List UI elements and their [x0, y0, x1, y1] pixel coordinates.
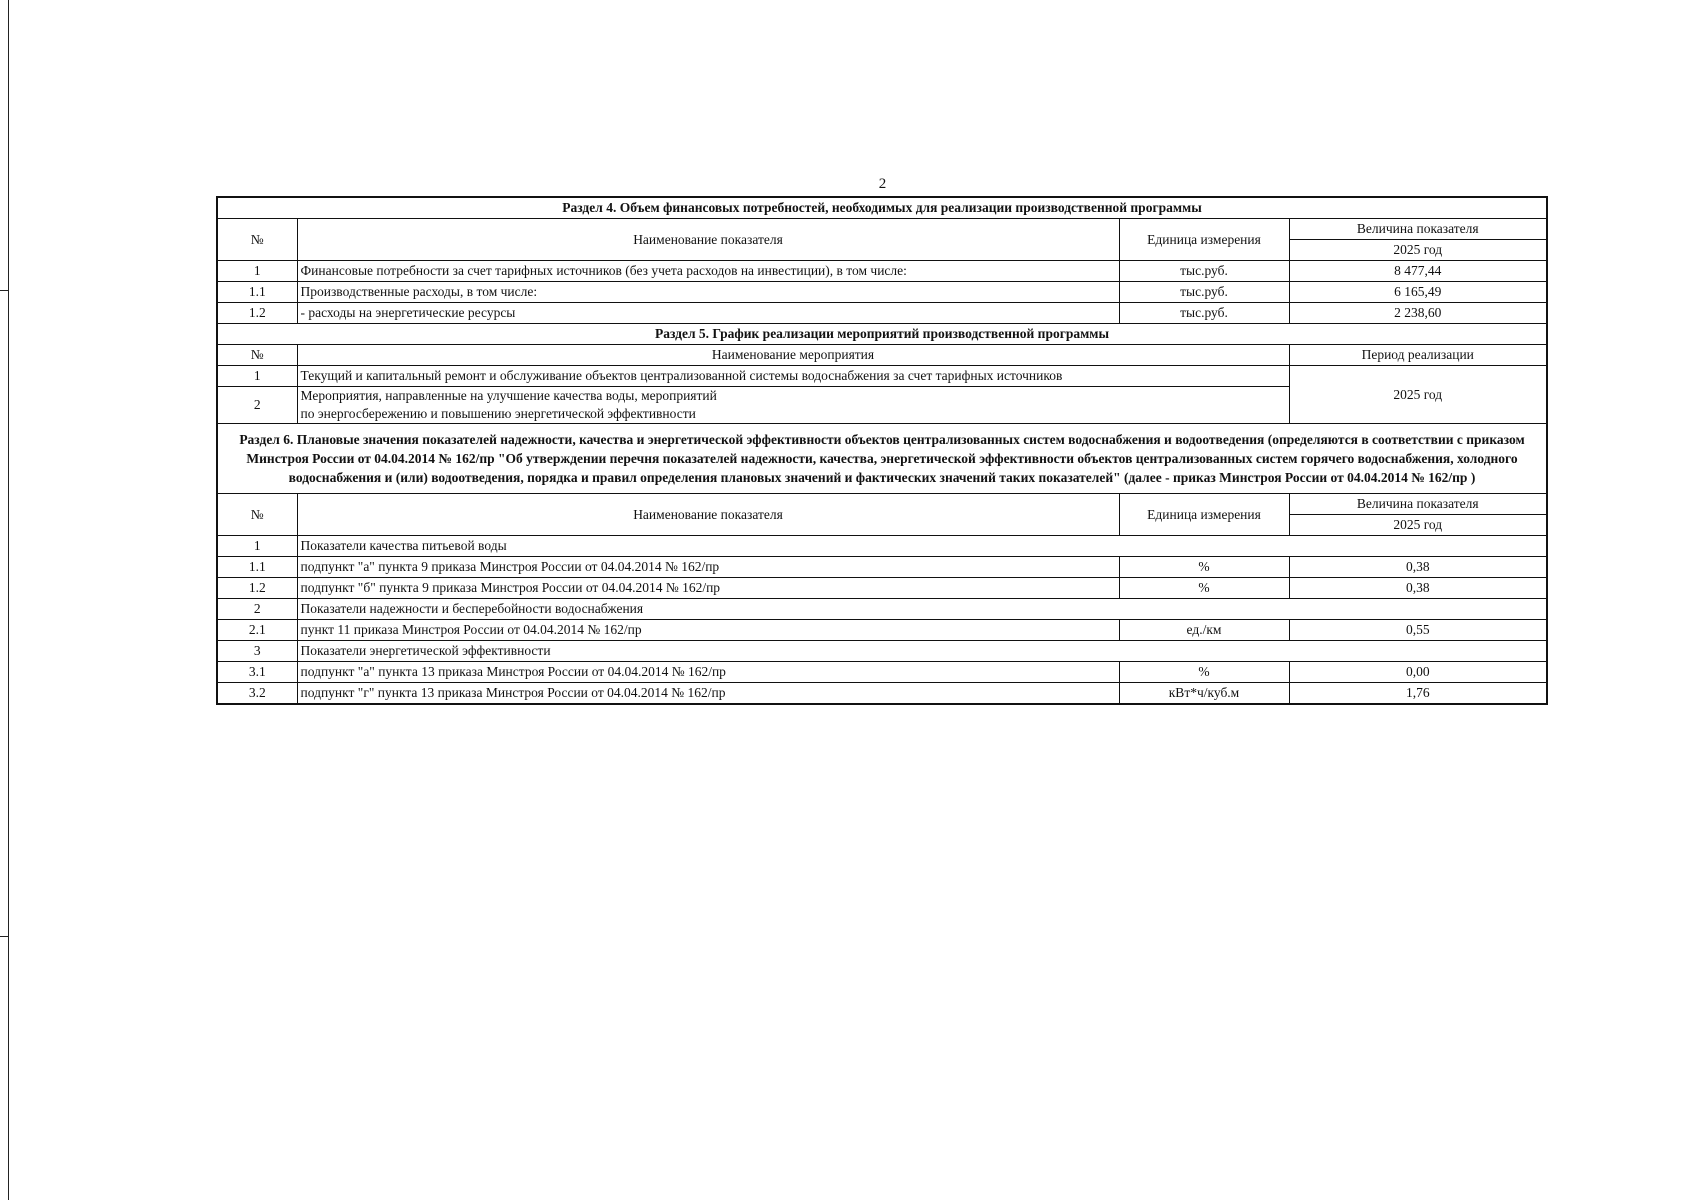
- header-unit: Единица измерения: [1119, 494, 1289, 536]
- row-unit: ед./км: [1119, 620, 1289, 641]
- row-name: подпункт "б" пункта 9 приказа Минстроя России от 04.04.2014 № 162/пр: [297, 578, 1119, 599]
- group-row: [217, 536, 1547, 557]
- row-period: 2025 год: [1289, 366, 1547, 424]
- row-name: подпункт "г" пункта 13 приказа Минстроя России от 04.04.2014 № 162/пр: [297, 683, 1119, 705]
- header-no: №: [217, 345, 297, 366]
- page-number: 2: [878, 176, 887, 192]
- table-row: [217, 366, 1547, 387]
- row-no: 3: [217, 641, 297, 662]
- row-name: - расходы на энергетические ресурсы: [297, 303, 1119, 324]
- header-period: Период реализации: [1289, 345, 1547, 366]
- row-no: 1.2: [217, 303, 297, 324]
- row-no: 3.1: [217, 662, 297, 683]
- section4-title-row: [217, 197, 1547, 219]
- row-value: 0,38: [1289, 578, 1547, 599]
- row-name: Текущий и капитальный ремонт и обслуживание объектов централизованной системы водоснабжения за счет тарифных источников: [297, 366, 1289, 387]
- row-no: 1: [217, 536, 297, 557]
- header-no: №: [217, 494, 297, 536]
- row-no: 2.1: [217, 620, 297, 641]
- row-unit: %: [1119, 662, 1289, 683]
- row-no: 1.2: [217, 578, 297, 599]
- row-value: 1,76: [1289, 683, 1547, 705]
- section6-title: Раздел 6. Плановые значения показателей надежности, качества и энергетической эффективности объектов централизованных систем водоснабжения и водоотведения (определяются в соответствии с приказом Минстроя России от 04.04.2014 № 162/пр "Об утверждении перечня показателей надежности, качества, энергетической эффективности объектов централизованных систем горячего водоснабжения, холодного водоснабжения и (или) водоотведения, порядка и правил определения плановых значений и фактических значений таких показателей" (далее - приказ Минстроя России от 04.04.2014 № 162/пр ): [217, 424, 1547, 494]
- row-name: Финансовые потребности за счет тарифных источников (без учета расходов на инвестиции), в том числе:: [297, 261, 1119, 282]
- row-name: Показатели энергетической эффективности: [297, 641, 1547, 662]
- header-year: 2025 год: [1289, 515, 1547, 536]
- header-value: Величина показателя: [1289, 219, 1547, 240]
- table-row: [217, 261, 1547, 282]
- document-table: [216, 196, 1548, 705]
- row-value: 8 477,44: [1289, 261, 1547, 282]
- header-no: №: [217, 219, 297, 261]
- row-name-line-1: Мероприятия, направленные на улучшение качества воды, мероприятий: [300, 388, 717, 403]
- table-row: [217, 620, 1547, 641]
- group-row: [217, 641, 1547, 662]
- table-row: [217, 557, 1547, 578]
- row-name: [297, 387, 1289, 424]
- row-value: 0,38: [1289, 557, 1547, 578]
- row-no: 1.1: [217, 282, 297, 303]
- section6-title-row: [217, 424, 1547, 494]
- row-name: Показатели надежности и бесперебойности водоснабжения: [297, 599, 1547, 620]
- table-row: [217, 683, 1547, 705]
- section6-header-row: [217, 494, 1547, 515]
- section4-title: Раздел 4. Объем финансовых потребностей, необходимых для реализации производственной программы: [217, 197, 1547, 219]
- row-unit: тыс.руб.: [1119, 303, 1289, 324]
- row-value: 6 165,49: [1289, 282, 1547, 303]
- header-name: Наименование мероприятия: [297, 345, 1289, 366]
- row-name: подпункт "а" пункта 9 приказа Минстроя России от 04.04.2014 № 162/пр: [297, 557, 1119, 578]
- header-year: 2025 год: [1289, 240, 1547, 261]
- row-name: подпункт "а" пункта 13 приказа Минстроя России от 04.04.2014 № 162/пр: [297, 662, 1119, 683]
- header-unit: Единица измерения: [1119, 219, 1289, 261]
- header-name: Наименование показателя: [297, 494, 1119, 536]
- row-no: 2: [217, 599, 297, 620]
- row-unit: %: [1119, 557, 1289, 578]
- row-value: 2 238,60: [1289, 303, 1547, 324]
- row-value: 0,55: [1289, 620, 1547, 641]
- row-unit: %: [1119, 578, 1289, 599]
- row-no: 1.1: [217, 557, 297, 578]
- table-row: [217, 578, 1547, 599]
- section4-header-row: [217, 219, 1547, 240]
- row-value: 0,00: [1289, 662, 1547, 683]
- row-no: 2: [217, 387, 297, 424]
- row-no: 1: [217, 261, 297, 282]
- table-row: [217, 662, 1547, 683]
- group-row: [217, 599, 1547, 620]
- section5-title-row: [217, 324, 1547, 345]
- row-name: Производственные расходы, в том числе:: [297, 282, 1119, 303]
- section5-header-row: [217, 345, 1547, 366]
- row-no: 3.2: [217, 683, 297, 705]
- page-edge-tick: [0, 936, 9, 937]
- section5-title: Раздел 5. График реализации мероприятий производственной программы: [217, 324, 1547, 345]
- page-edge-tick: [0, 290, 9, 291]
- header-value: Величина показателя: [1289, 494, 1547, 515]
- row-name: пункт 11 приказа Минстроя России от 04.04.2014 № 162/пр: [297, 620, 1119, 641]
- row-unit: кВт*ч/куб.м: [1119, 683, 1289, 705]
- row-unit: тыс.руб.: [1119, 282, 1289, 303]
- row-no: 1: [217, 366, 297, 387]
- row-name: Показатели качества питьевой воды: [297, 536, 1547, 557]
- header-name: Наименование показателя: [297, 219, 1119, 261]
- table-row: [217, 303, 1547, 324]
- row-unit: тыс.руб.: [1119, 261, 1289, 282]
- table-row: [217, 282, 1547, 303]
- row-name-line-2: по энергосбережению и повышению энергетической эффективности: [300, 406, 696, 421]
